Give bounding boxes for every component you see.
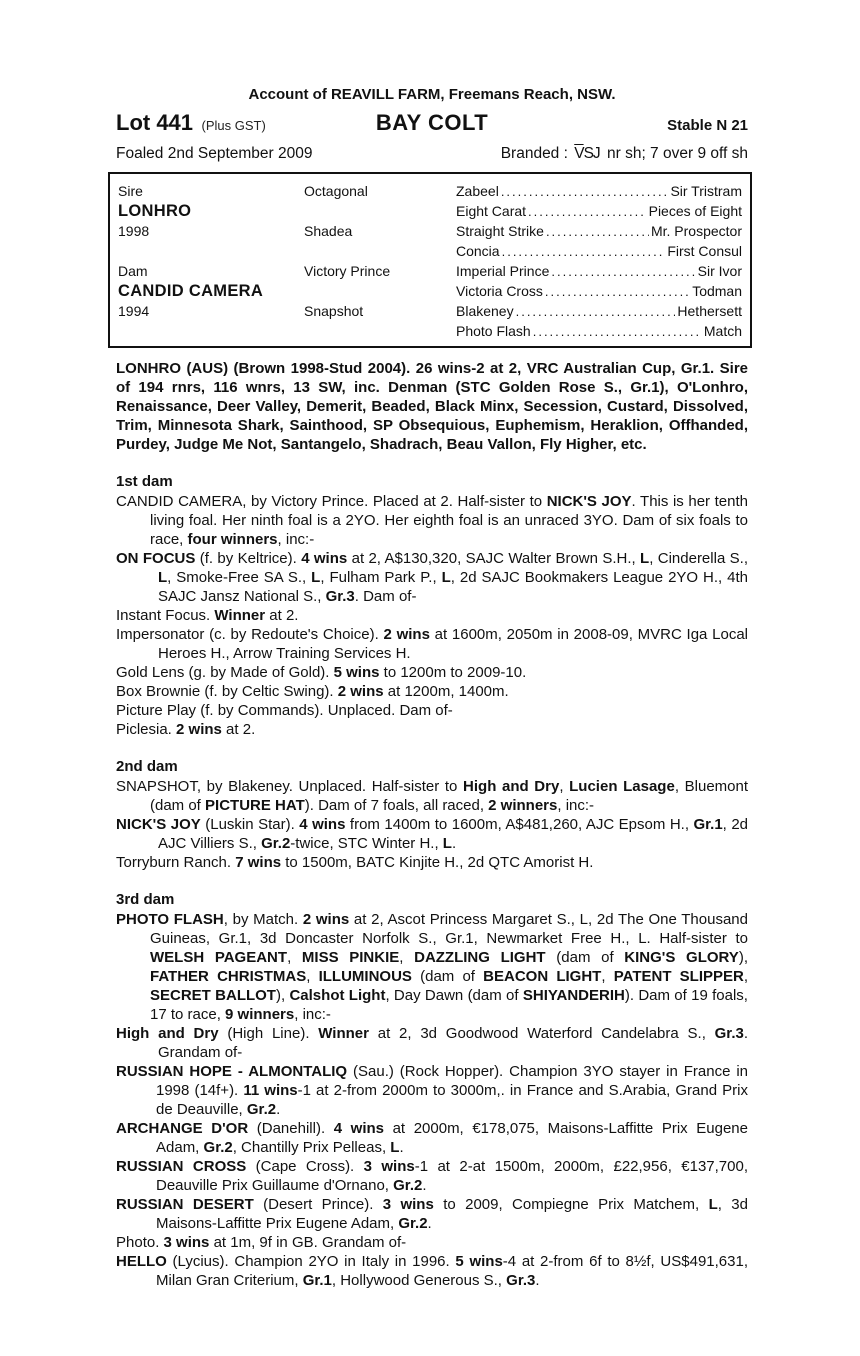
dam-column — [118, 261, 304, 341]
plain-text: , inc:- — [557, 797, 595, 814]
ancestor-parent-name: Match — [703, 323, 742, 339]
ancestor-parent-name: Pieces of Eight — [648, 203, 742, 219]
bold-text: 11 wins — [243, 1082, 298, 1099]
pedigree-entry — [116, 910, 748, 1024]
pedigree-table — [108, 172, 752, 348]
bold-text: High and Dry — [116, 1025, 219, 1042]
sire-column — [118, 181, 304, 261]
dot-leader — [516, 301, 676, 322]
plain-text: , — [399, 949, 415, 966]
pedigree-entry — [116, 720, 748, 739]
sire-role: Sire — [118, 183, 143, 199]
sire-parent: Octagonal — [304, 183, 368, 199]
ancestor-row — [456, 321, 742, 341]
bold-text: 3 wins — [382, 1196, 434, 1213]
bold-text: L — [390, 1139, 400, 1156]
plain-text: Torryburn Ranch. — [116, 854, 236, 871]
plain-text: . — [535, 1272, 540, 1289]
bold-text: Gr.3 — [325, 588, 355, 605]
bold-text: L — [640, 550, 650, 567]
ancestor-row — [456, 181, 742, 201]
bold-text: HELLO — [116, 1253, 167, 1270]
bold-text: Lucien Lasage — [569, 778, 675, 795]
bold-text: BEACON LIGHT — [483, 968, 602, 985]
pedigree-entry — [116, 1062, 748, 1119]
plain-text: at 2. — [221, 721, 256, 738]
sire-ancestors-column — [456, 181, 742, 261]
bold-text: L — [158, 569, 168, 586]
plain-text: to 1500m, BATC Kinjite H., 2d QTC Amorist H. — [281, 854, 594, 871]
ancestor-parent-name: Mr. Prospector — [650, 223, 742, 239]
bold-text: L — [441, 569, 451, 586]
dot-leader — [551, 261, 695, 282]
pedigree-dam-half — [118, 261, 742, 341]
ancestor-name: Straight Strike — [456, 223, 544, 239]
plain-text: at 2, 3d Goodwood Waterford Candelabra S., — [368, 1025, 715, 1042]
bold-text: Gr.2 — [261, 835, 291, 852]
bold-text: MISS PINKIE — [301, 949, 400, 966]
bold-text: Gr.1 — [302, 1272, 332, 1289]
plain-text: , — [306, 968, 319, 985]
plain-text: (Sau.) (Rock Hopper). Champion 3YO stayer in France in 1998 (14f+). — [156, 1063, 749, 1099]
bold-text: Gr.1 — [693, 816, 723, 833]
pedigree-entry — [116, 701, 748, 720]
dam-section-heading: 3rd dam — [116, 891, 175, 908]
bold-text: 7 wins — [235, 854, 282, 871]
bold-text: 5 wins — [455, 1253, 503, 1270]
plain-text: at 2. — [265, 607, 299, 624]
plain-text: , Fulham Park P., — [320, 569, 442, 586]
dam-parent: Snapshot — [304, 303, 364, 319]
ancestor-name: Imperial Prince — [456, 263, 550, 279]
spacer — [304, 241, 456, 261]
plain-text: -twice, STC Winter H., — [290, 835, 443, 852]
plain-text: , Hollywood Generous S., — [331, 1272, 507, 1289]
bold-text: WELSH PAGEANT — [150, 949, 288, 966]
bold-text: 3 wins — [163, 1234, 210, 1251]
plain-text: (dam of — [411, 968, 484, 985]
catalogue-page — [116, 86, 748, 1290]
sire-year: 1998 — [118, 223, 150, 239]
dot-leader — [501, 181, 669, 202]
plain-text: -4 at 2-from 6f to 8½f, US$491,631, Milan Gran Criterium, — [156, 1253, 748, 1289]
ancestor-parent-name: First Consul — [667, 243, 742, 259]
dam-name: CANDID CAMERA — [118, 282, 264, 300]
plain-text: . — [399, 1139, 404, 1156]
plain-text: . — [422, 1177, 427, 1194]
plain-text: Picture Play (f. by Commands). Unplaced. Dam of- — [116, 702, 453, 719]
bold-text: L — [442, 835, 452, 852]
bold-text: ON FOCUS — [116, 550, 196, 567]
bold-text: DAZZLING LIGHT — [414, 949, 546, 966]
dam-sections — [116, 473, 748, 1290]
pedigree-entry — [116, 492, 748, 549]
bold-text: Gr.2 — [393, 1177, 423, 1194]
bold-text: ILLUMINOUS — [318, 968, 412, 985]
stable-label: Stable N 21 — [667, 117, 749, 134]
bold-text: Gr.2 — [203, 1139, 233, 1156]
ancestor-name: Blakeney — [456, 303, 514, 319]
bold-text: 4 wins — [299, 816, 346, 833]
plain-text: , by Match. — [223, 911, 303, 928]
dam-section — [116, 891, 748, 1290]
bold-text: RUSSIAN CROSS — [116, 1158, 247, 1175]
foaled-date: Foaled 2nd September 2009 — [116, 145, 313, 162]
dot-leader — [546, 221, 649, 242]
ancestor-name: Eight Carat — [456, 203, 527, 219]
bold-text: 9 winners — [225, 1006, 295, 1023]
ancestor-parent-name: Sir Tristram — [670, 183, 742, 199]
pedigree-entry — [116, 777, 748, 815]
plain-text: at 1600m, 2050m in 2008-09, MVRC Iga Local Heroes H., Arrow Training Services H. — [158, 626, 748, 662]
pedigree-entry — [116, 1157, 748, 1195]
plain-text: at 2000m, €178,075, Maisons-Laffitte Prix Eugene Adam, — [156, 1120, 748, 1156]
plain-text: ), — [738, 949, 748, 966]
bold-text: 3 wins — [363, 1158, 415, 1175]
bold-text: 4 wins — [333, 1120, 384, 1137]
plain-text: , Cinderella S., — [649, 550, 748, 567]
pedigree-sire-half — [118, 181, 742, 261]
pedigree-entry — [116, 853, 748, 872]
dot-leader — [533, 321, 702, 342]
plain-text: ). Dam of 19 foals, 17 to race, — [150, 987, 748, 1023]
plain-text: from 1400m to 1600m, A$481,260, AJC Epsom H., — [345, 816, 694, 833]
bold-text: four winners — [187, 531, 278, 548]
bold-text: SECRET BALLOT — [150, 987, 276, 1004]
bold-text: Calshot Light — [289, 987, 386, 1004]
lot-number: Lot 441 — [116, 110, 194, 135]
spacer — [304, 321, 456, 341]
ancestor-parent-name: Sir Ivor — [697, 263, 742, 279]
ancestor-row — [456, 241, 742, 261]
bold-text: Gr.2 — [398, 1215, 428, 1232]
bold-text: L — [708, 1196, 718, 1213]
bold-text: PICTURE HAT — [205, 797, 305, 814]
plain-text: , Bluemont (dam of — [150, 778, 749, 814]
branded-label: Branded : — [500, 145, 568, 162]
bold-text: 2 wins — [176, 721, 222, 738]
bold-text: Gr.2 — [246, 1101, 277, 1118]
foal-row — [116, 145, 748, 163]
brand-mark-icon: $\overline{V}SJ$ — [574, 145, 600, 162]
dam-role: Dam — [118, 263, 148, 279]
plain-text: to 2009, Compiegne Prix Matchem, — [433, 1196, 709, 1213]
spacer — [304, 201, 456, 221]
bold-text: RUSSIAN DESERT — [116, 1196, 254, 1213]
plain-text: Piclesia. — [116, 721, 177, 738]
branded-info — [501, 145, 748, 163]
plain-text: (Lycius). Champion 2YO in Italy in 1996. — [166, 1253, 456, 1270]
plain-text: at 1200m, 1400m. — [383, 683, 509, 700]
bold-text: FATHER CHRISTMAS — [150, 968, 307, 985]
plain-text: SNAPSHOT, by Blakeney. Unplaced. Half-sister to — [116, 778, 464, 795]
plain-text: Photo. — [116, 1234, 164, 1251]
pedigree-entry — [116, 682, 748, 701]
bold-text: ARCHANGE D'OR — [116, 1120, 249, 1137]
bold-text: Gr.3 — [714, 1025, 744, 1042]
plus-gst-label: (Plus GST) — [201, 118, 266, 133]
pedigree-entry — [116, 1233, 748, 1252]
plain-text: at 2, Ascot Princess Margaret S., L, 2d The One Thousand Guineas, Gr.1, 3d Doncaster Norfolk S., Gr.1, Newmarket Free H., L. Half-sister to — [150, 911, 748, 947]
bold-text: L — [311, 569, 321, 586]
ancestor-row — [456, 301, 742, 321]
plain-text: (Luskin Star). — [200, 816, 300, 833]
dam-parent: Victory Prince — [304, 263, 391, 279]
plain-text: , — [287, 949, 302, 966]
plain-text: at 2, A$130,320, SAJC Walter Brown S.H., — [347, 550, 641, 567]
sire-summary-paragraph — [116, 359, 748, 454]
spacer — [304, 281, 456, 301]
bold-text: 2 winners — [488, 797, 558, 814]
plain-text: , Chantilly Prix Pelleas, — [232, 1139, 391, 1156]
plain-text: , Smoke-Free SA S., — [167, 569, 312, 586]
plain-text: -1 at 2-at 1500m, 2000m, £22,956, €137,700, Deauville Prix Guillaume d'Ornano, — [156, 1158, 748, 1194]
bold-text: 2 wins — [383, 626, 430, 643]
bold-text: SHIYANDERIH — [522, 987, 625, 1004]
plain-text: . — [427, 1215, 432, 1232]
plain-text: Box Brownie (f. by Celtic Swing). — [116, 683, 338, 700]
plain-text: , — [601, 968, 614, 985]
plain-text: , 2d AJC Villiers S., — [158, 816, 749, 852]
bold-text: 5 wins — [333, 664, 380, 681]
dot-leader — [502, 241, 666, 262]
bold-text: 4 wins — [301, 550, 348, 567]
pedigree-entry — [116, 1024, 748, 1062]
branded-description: nr sh; 7 over 9 off sh — [606, 145, 748, 162]
pedigree-entry — [116, 815, 748, 853]
ancestor-name: Concia — [456, 243, 500, 259]
plain-text: , — [743, 968, 749, 985]
pedigree-entry — [116, 606, 748, 625]
plain-text: , inc:- — [277, 531, 315, 548]
dam-section — [116, 758, 748, 872]
plain-text: (High Line). — [218, 1025, 319, 1042]
plain-text: . Dam of- — [354, 588, 417, 605]
dot-leader — [545, 281, 690, 302]
dam-ancestors-column — [456, 261, 742, 341]
plain-text: CANDID CAMERA, by Victory Prince. Placed at 2. Half-sister to — [116, 493, 547, 510]
plain-text: ). Dam of 7 foals, all raced, — [304, 797, 489, 814]
plain-text: , 2d SAJC Bookmakers League 2YO H., 4th SAJC Jansz National S., — [158, 569, 748, 605]
bold-text: NICK'S JOY — [546, 493, 632, 510]
bold-text: Winner — [318, 1025, 369, 1042]
plain-text: at 1m, 9f in GB. Grandam of- — [209, 1234, 407, 1251]
plain-text: , inc:- — [294, 1006, 331, 1023]
sire-parents-column — [304, 181, 456, 261]
bold-text: 2 wins — [302, 911, 350, 928]
dam-section — [116, 473, 748, 739]
sire-name: LONHRO — [118, 202, 192, 220]
bold-text: LONHRO (AUS) (Brown 1998-Stud 2004). 26 wins-2 at 2, VRC Australian Cup, Gr.1. Sire of 194 rnrs, 116 wnrs, 13 SW, inc. Denman (STC Golden Rose S., Gr.1), O'Lonhro, Renaissance, Deer Valley, Demerit, Beaded, Black Minx, Secession, Custard, Dissolved, Trim, Minnesota Shark, Sainthood, SP Obsequious, Euphemism, Heraklion, Offhanded, Purdey, Judge Me Not, Santangelo, Shadrach, Beau Vallon, Fly Higher, etc. — [116, 360, 748, 453]
bold-text: RUSSIAN HOPE - ALMONTALIQ — [116, 1063, 348, 1080]
plain-text: (Desert Prince). — [253, 1196, 383, 1213]
plain-text: -1 at 2-from 2000m to 3000m,. in France and S.Arabia, Grand Prix de Deauville, — [156, 1082, 748, 1118]
horse-title: BAY COLT — [375, 110, 489, 135]
bold-text: PHOTO FLASH — [116, 911, 224, 928]
bold-text: NICK'S JOY — [116, 816, 201, 833]
spacer — [118, 321, 304, 341]
dam-year: 1994 — [118, 303, 150, 319]
bold-text: Gr.3 — [506, 1272, 536, 1289]
sire-parent: Shadea — [304, 223, 353, 239]
plain-text: Instant Focus. — [116, 607, 215, 624]
plain-text: , Day Dawn (dam of — [385, 987, 523, 1004]
plain-text: . This is her tenth living foal. Her ninth foal is a 2YO. Her eighth foal is an unraced 3YO. Dam of six foals to race, — [150, 493, 748, 548]
ancestor-parent-name: Hethersett — [677, 303, 742, 319]
plain-text: (Danehill). — [248, 1120, 334, 1137]
ancestor-row — [456, 221, 742, 241]
account-line: Account of REAVILL FARM, Freemans Reach, NSW. — [248, 86, 616, 103]
ancestor-name: Photo Flash — [456, 323, 531, 339]
bold-text: KING'S GLORY — [624, 949, 739, 966]
bold-text: High and Dry — [463, 778, 560, 795]
lot-row — [116, 110, 748, 136]
pedigree-entry — [116, 549, 748, 606]
pedigree-entry — [116, 1195, 748, 1233]
pedigree-entry — [116, 625, 748, 663]
ancestor-row — [456, 261, 742, 281]
ancestor-row — [456, 201, 742, 221]
dam-parents-column — [304, 261, 456, 341]
pedigree-entry — [116, 1119, 748, 1157]
plain-text: . Grandam of- — [158, 1025, 748, 1061]
dam-section-heading: 2nd dam — [116, 758, 178, 775]
plain-text: (f. by Keltrice). — [195, 550, 302, 567]
bold-text: PATENT SLIPPER — [613, 968, 744, 985]
ancestor-row — [456, 281, 742, 301]
ancestor-name: Zabeel — [456, 183, 499, 199]
plain-text: (dam of — [545, 949, 625, 966]
pedigree-entry — [116, 663, 748, 682]
plain-text: . — [451, 835, 457, 852]
bold-text: Winner — [214, 607, 266, 624]
dam-section-heading: 1st dam — [116, 473, 173, 490]
plain-text: Gold Lens (g. by Made of Gold). — [116, 664, 334, 681]
plain-text: (Cape Cross). — [246, 1158, 364, 1175]
spacer — [118, 241, 304, 261]
ancestor-parent-name: Todman — [692, 283, 742, 299]
plain-text: Impersonator (c. by Redoute's Choice). — [116, 626, 384, 643]
dot-leader — [528, 201, 647, 222]
lot-block — [116, 110, 376, 136]
plain-text: , 3d Maisons-Laffitte Prix Eugene Adam, — [156, 1196, 748, 1232]
pedigree-entry — [116, 1252, 748, 1290]
plain-text: . — [276, 1101, 281, 1118]
bold-text: 2 wins — [337, 683, 384, 700]
ancestor-name: Victoria Cross — [456, 283, 543, 299]
plain-text: to 1200m to 2009-10. — [379, 664, 527, 681]
plain-text: , — [559, 778, 570, 795]
plain-text: ), — [275, 987, 290, 1004]
